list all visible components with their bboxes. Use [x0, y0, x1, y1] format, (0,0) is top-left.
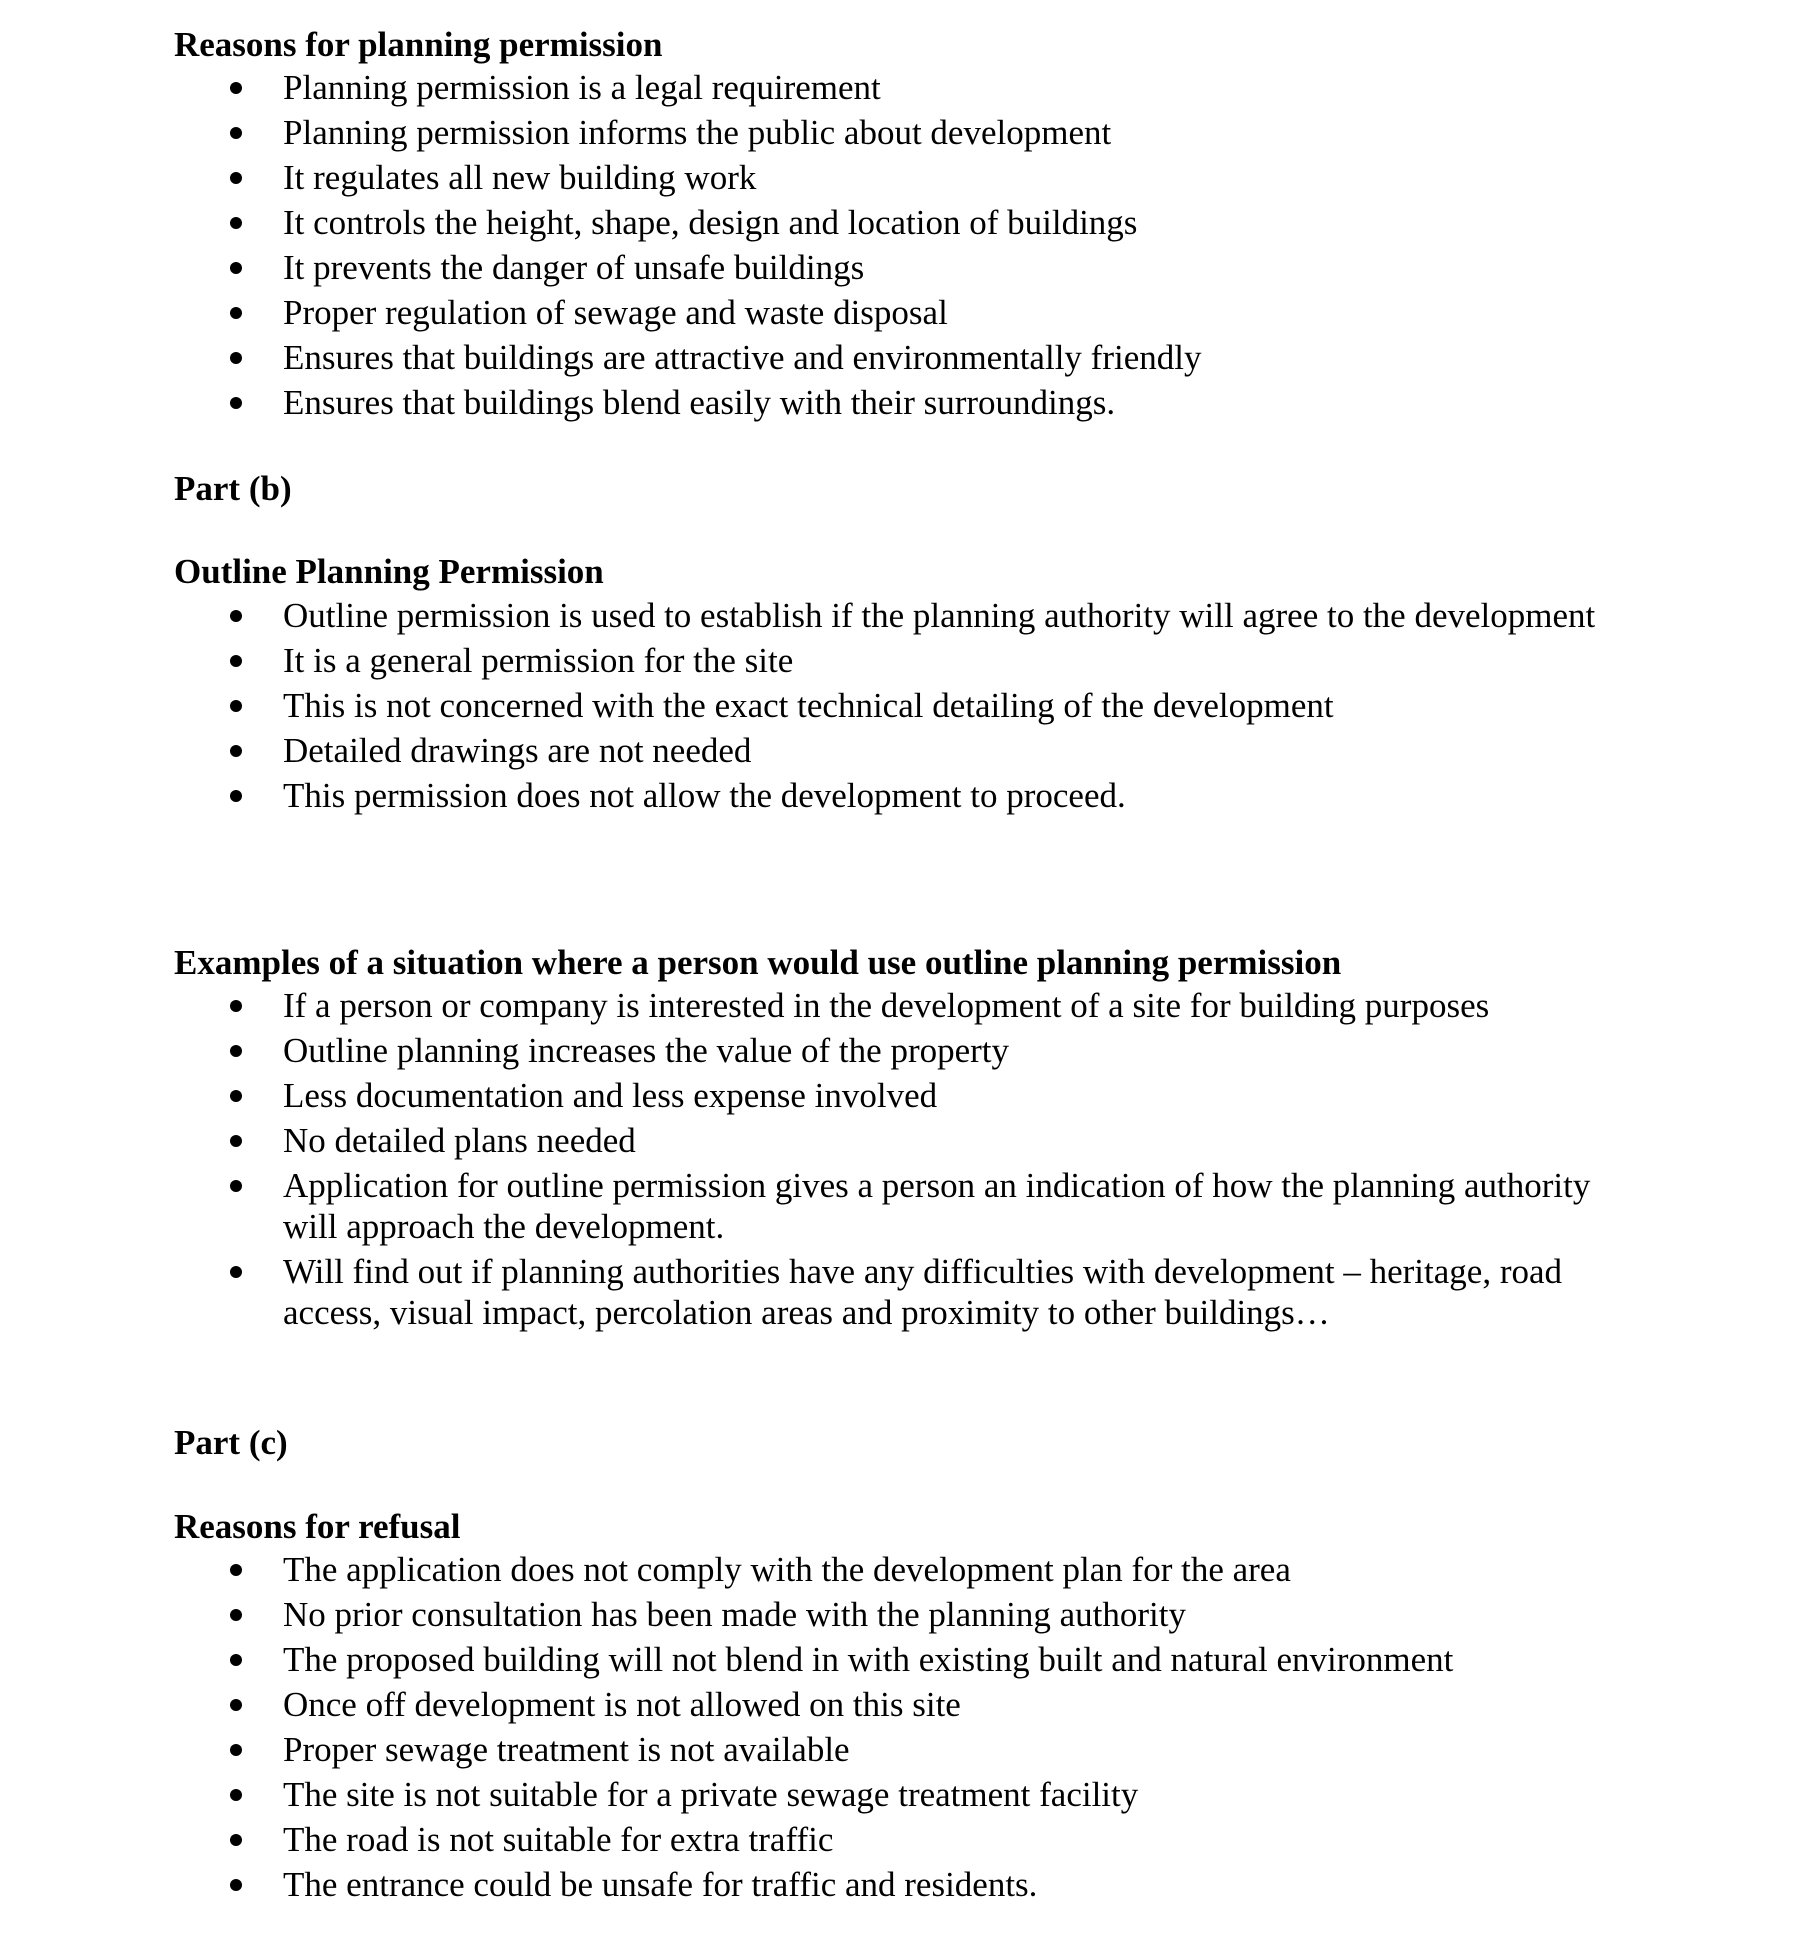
heading-part-b: Part (b): [174, 469, 292, 508]
list-item: The proposed building will not blend in with existing built and natural environment: [0, 1639, 1653, 1680]
list-item: Ensures that buildings are attractive and environmentally friendly: [0, 337, 1653, 378]
list-item: If a person or company is interested in the development of a site for building purposes: [0, 985, 1653, 1026]
list-item: Will find out if planning authorities have any difficulties with development – heritage, road access, visual impact, percolation areas and proximity to other buildings…: [0, 1251, 1653, 1333]
list-item: The entrance could be unsafe for traffic and residents.: [0, 1864, 1653, 1905]
list-item: Once off development is not allowed on this site: [0, 1684, 1653, 1725]
bullet-icon: [230, 217, 242, 229]
bullet-icon: [230, 1045, 242, 1057]
bullet-icon: [230, 610, 242, 622]
list-item: It controls the height, shape, design and location of buildings: [0, 202, 1653, 243]
bullet-icon: [230, 1654, 242, 1666]
bullet-icon: [230, 127, 242, 139]
list-reasons-for-refusal: [0, 1549, 1818, 1909]
list-item: Application for outline permission gives a person an indication of how the planning authority will approach the development.: [0, 1165, 1653, 1247]
bullet-icon: [230, 1699, 242, 1711]
list-item: Planning permission informs the public about development: [0, 112, 1653, 153]
list-item: Detailed drawings are not needed: [0, 730, 1653, 771]
bullet-icon: [230, 1090, 242, 1102]
list-item: No prior consultation has been made with the planning authority: [0, 1594, 1653, 1635]
list-item: This is not concerned with the exact technical detailing of the development: [0, 685, 1653, 726]
bullet-icon: [230, 1000, 242, 1012]
bullet-icon: [230, 1834, 242, 1846]
list-item: Outline planning increases the value of the property: [0, 1030, 1653, 1071]
list-item: Proper sewage treatment is not available: [0, 1729, 1653, 1770]
bullet-icon: [230, 700, 242, 712]
bullet-icon: [230, 82, 242, 94]
bullet-icon: [230, 1744, 242, 1756]
heading-part-c: Part (c): [174, 1423, 288, 1462]
bullet-icon: [230, 655, 242, 667]
bullet-icon: [230, 397, 242, 409]
bullet-icon: [230, 1789, 242, 1801]
list-item: The road is not suitable for extra traffic: [0, 1819, 1653, 1860]
list-item: Less documentation and less expense involved: [0, 1075, 1653, 1116]
bullet-icon: [230, 1879, 242, 1891]
bullet-icon: [230, 1564, 242, 1576]
list-outline-planning-permission: [0, 595, 1818, 820]
heading-reasons-for-refusal: Reasons for refusal: [174, 1507, 461, 1546]
heading-examples-outline-planning: Examples of a situation where a person would use outline planning permission: [174, 943, 1342, 982]
list-item: Proper regulation of sewage and waste disposal: [0, 292, 1653, 333]
bullet-icon: [230, 1180, 242, 1192]
bullet-icon: [230, 1609, 242, 1621]
list-item: No detailed plans needed: [0, 1120, 1653, 1161]
bullet-icon: [230, 1135, 242, 1147]
bullet-icon: [230, 172, 242, 184]
bullet-icon: [230, 1266, 242, 1278]
bullet-icon: [230, 352, 242, 364]
bullet-icon: [230, 262, 242, 274]
list-item: This permission does not allow the development to proceed.: [0, 775, 1653, 816]
bullet-icon: [230, 790, 242, 802]
heading-reasons-for-planning-permission: Reasons for planning permission: [174, 25, 663, 64]
list-item: The application does not comply with the development plan for the area: [0, 1549, 1653, 1590]
bullet-icon: [230, 307, 242, 319]
list-item: It is a general permission for the site: [0, 640, 1653, 681]
list-item: Ensures that buildings blend easily with their surroundings.: [0, 382, 1653, 423]
list-item: The site is not suitable for a private sewage treatment facility: [0, 1774, 1653, 1815]
heading-outline-planning-permission: Outline Planning Permission: [174, 552, 604, 591]
bullet-icon: [230, 745, 242, 757]
list-item: It regulates all new building work: [0, 157, 1653, 198]
list-examples-outline-planning: [0, 985, 1818, 1337]
list-item: Planning permission is a legal requirement: [0, 67, 1653, 108]
list-reasons-for-planning-permission: [0, 67, 1818, 427]
list-item: Outline permission is used to establish if the planning authority will agree to the development: [0, 595, 1653, 636]
list-item: It prevents the danger of unsafe buildings: [0, 247, 1653, 288]
